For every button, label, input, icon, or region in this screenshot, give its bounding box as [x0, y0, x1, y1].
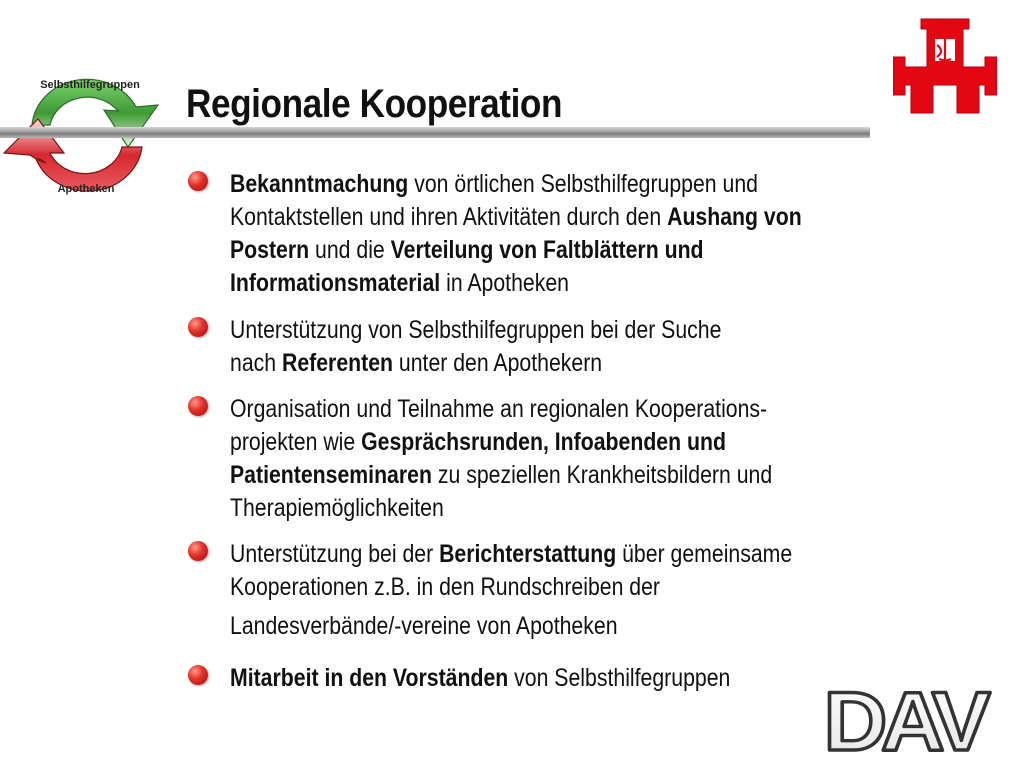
bullet-text [230, 168, 859, 300]
bullet-dot-icon [188, 317, 208, 337]
bold-text: Gesprächsrunden, Infoabenden und [361, 428, 726, 456]
title-divider [0, 127, 870, 138]
bold-text: Postern [230, 236, 310, 264]
bullet-text [230, 393, 859, 525]
dav-logo-icon [812, 680, 992, 760]
list-item [188, 168, 868, 300]
apotheke-a-logo-icon [893, 15, 997, 119]
text-line [230, 267, 859, 300]
bold-text: Informationsmaterial [230, 269, 441, 297]
page-title: Regionale Kooperation [186, 82, 563, 126]
text-run: Therapiemöglichkeiten [230, 494, 444, 522]
text-line [230, 459, 859, 492]
bold-text: Bekanntmachung [230, 170, 409, 198]
text-run: über gemeinsame [616, 540, 793, 568]
cycle-top-label: Selbsthilfegruppen [40, 79, 140, 91]
text-line [230, 234, 859, 267]
list-item [188, 662, 868, 695]
list-item [188, 314, 868, 380]
text-run: Kooperationen z.B. in den Rundschreiben der [230, 573, 661, 601]
text-run: Organisation und Teilnahme an regionalen Kooperations- [230, 395, 768, 423]
list-item [188, 393, 868, 525]
text-run: Unterstützung bei der [230, 540, 440, 568]
bold-text: Mitarbeit in den Vorständen [230, 664, 509, 692]
bullet-text [230, 314, 859, 380]
text-run: projekten wie [230, 428, 362, 456]
bullet-text [230, 538, 859, 643]
list-item [188, 538, 868, 643]
text-run: nach [230, 349, 282, 377]
bullet-dot-icon [188, 665, 208, 685]
text-run: Unterstützung von Selbsthilfegruppen bei der Suche [230, 316, 722, 344]
bullet-dot-icon [188, 171, 208, 191]
bold-text: Verteilung von Faltblättern und [390, 236, 704, 264]
text-run: Kontaktstellen und ihren Aktivitäten durch den [230, 203, 668, 231]
text-run: und die [309, 236, 391, 264]
text-run: in Apotheken [440, 269, 569, 297]
text-line [230, 571, 859, 604]
text-line [230, 347, 859, 380]
bold-text: Aushang von [667, 203, 802, 231]
text-line [230, 426, 859, 459]
text-line [230, 314, 859, 347]
bullet-text [230, 662, 859, 695]
bullet-dot-icon [188, 541, 208, 561]
text-line [230, 610, 859, 643]
cycle-bottom-label: Apotheken [57, 183, 115, 195]
text-line [230, 662, 859, 695]
bullet-dot-icon [188, 396, 208, 416]
text-run: zu speziellen Krankheitsbildern und [431, 461, 773, 489]
text-run: unter den Apothekern [393, 349, 603, 377]
text-line [230, 201, 859, 234]
bold-text: Referenten [281, 349, 394, 377]
bold-text: Berichterstattung [439, 540, 617, 568]
text-run: von Selbsthilfegruppen [508, 664, 731, 692]
text-line [230, 168, 859, 201]
text-run: von örtlichen Selbsthilfegruppen und [408, 170, 758, 198]
text-line [230, 492, 859, 525]
dav-logo-text: DAV [823, 680, 985, 760]
text-run: Landesverbände/-vereine von Apotheken [230, 612, 618, 640]
bold-text: Patientenseminaren [230, 461, 432, 489]
text-line [230, 538, 859, 571]
text-line [230, 393, 859, 426]
